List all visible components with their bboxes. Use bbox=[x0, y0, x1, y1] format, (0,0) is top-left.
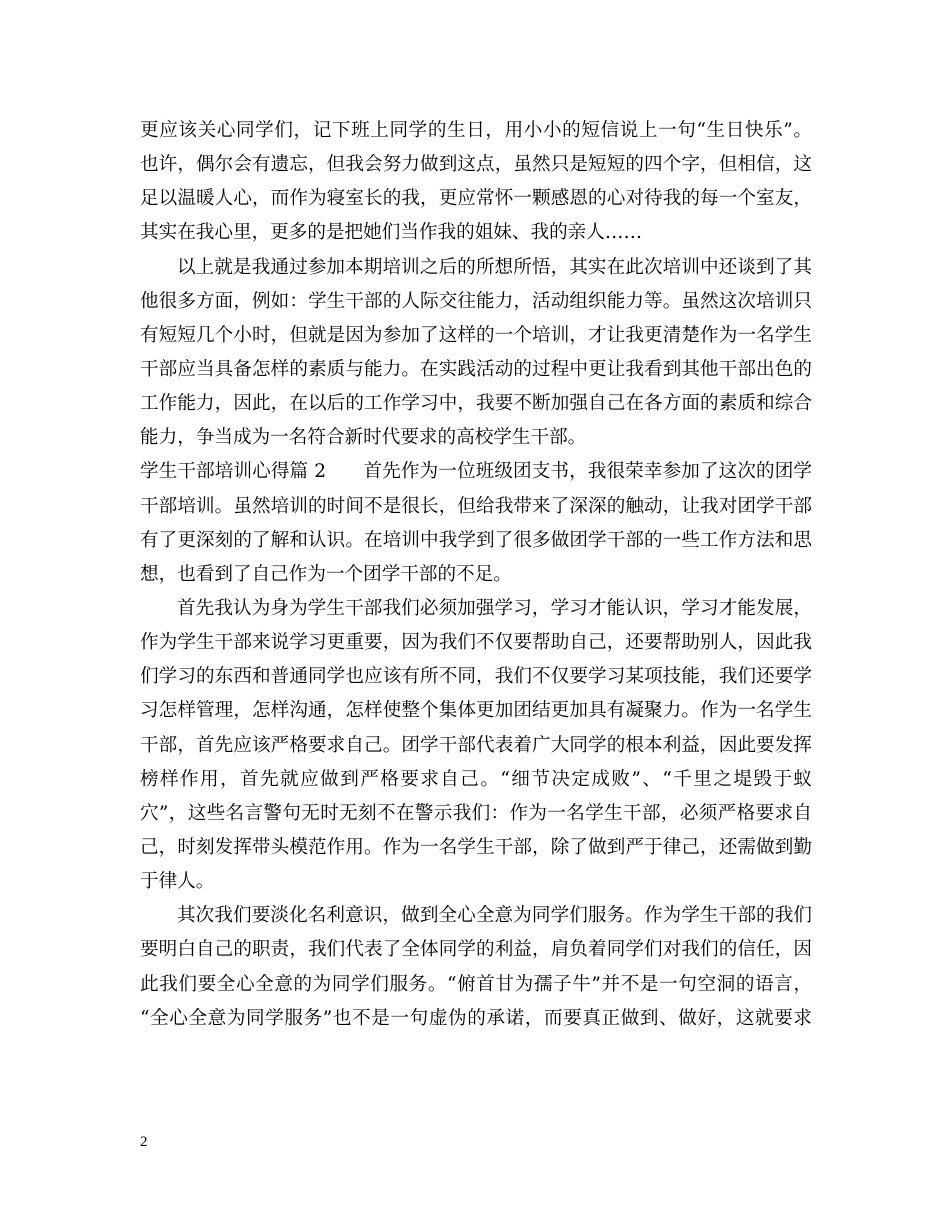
text-line: 榜样作用，首先就应做到严格要求自己。“细节决定成败”、“千里之堤毁于蚁 bbox=[140, 768, 812, 790]
text-line: 更应该关心同学们，记下班上同学的生日，用小小的短信说上一句“生日快乐”。 bbox=[140, 120, 812, 141]
text-line: 想，也看到了自己作为一个团学干部的不足。 bbox=[140, 563, 512, 585]
text-line: 足以温暖人心，而作为寝室长的我，更应常怀一颗感恩的心对待我的每一个室友， bbox=[140, 188, 812, 210]
text-line: “全心全意为同学服务”也不是一句虚伪的承诺，而要真正做到、做好，这就要求 bbox=[140, 1007, 812, 1029]
text-line: 作为学生干部来说学习更重要，因为我们不仅要帮助自己，还要帮助别人，因此我 bbox=[140, 632, 812, 654]
text-line: 有了更深刻的了解和认识。在培训中我学到了很多做团学干部的一些工作方法和思 bbox=[140, 529, 812, 551]
body-text bbox=[140, 114, 812, 1036]
text-line: 以上就是我通过参加本期培训之后的所想所悟，其实在此次培训中还谈到了其 bbox=[177, 256, 812, 278]
text-line: 们学习的东西和普通同学也应该有所不同，我们不仅要学习某项技能，我们还要学 bbox=[140, 666, 812, 688]
text-line: 干部应当具备怎样的素质与能力。在实践活动的过程中更让我看到其他干部出色的 bbox=[140, 358, 812, 380]
text-line: 他很多方面，例如：学生干部的人际交往能力，活动组织能力等。虽然这次培训只 bbox=[140, 290, 812, 312]
text-line: 于律人。 bbox=[140, 871, 215, 893]
text-line: 首先我认为身为学生干部我们必须加强学习，学习才能认识，学习才能发展， bbox=[177, 597, 812, 619]
text-line: 此我们要全心全意的为同学们服务。“俯首甘为孺子牛”并不是一句空洞的语言， bbox=[140, 973, 812, 995]
text-line: 干部培训。虽然培训的时间不是很长，但给我带来了深深的触动，让我对团学干部 bbox=[140, 495, 812, 517]
text-line: 穴”，这些名言警句无时无刻不在警示我们：作为一名学生干部，必须严格要求自 bbox=[140, 802, 812, 824]
text-line: 学生干部培训心得篇 2 首先作为一位班级团支书，我很荣幸参加了这次的团学 bbox=[140, 461, 812, 483]
text-line: 其次我们要淡化名利意识，做到全心全意为同学们服务。作为学生干部的我们 bbox=[177, 905, 812, 927]
text-line: 工作能力，因此，在以后的工作学习中，我要不断加强自己在各方面的素质和综合 bbox=[140, 393, 812, 415]
text-line: 也许，偶尔会有遗忘，但我会努力做到这点，虽然只是短短的四个字，但相信，这 bbox=[140, 154, 812, 176]
text-line: 干部，首先应该严格要求自己。团学干部代表着广大同学的根本利益，因此要发挥 bbox=[140, 734, 812, 756]
text-line: 有短短几个小时，但就是因为参加了这样的一个培训，才让我更清楚作为一名学生 bbox=[140, 324, 812, 346]
text-line: 其实在我心里，更多的是把她们当作我的姐妹、我的亲人…… bbox=[140, 222, 643, 244]
text-line: 要明白自己的职责，我们代表了全体同学的利益，肩负着同学们对我们的信任，因 bbox=[140, 939, 812, 961]
page-number: 2 bbox=[140, 1134, 148, 1150]
text-line: 能力，争当成为一名符合新时代要求的高校学生干部。 bbox=[140, 427, 587, 449]
text-line: 己，时刻发挥带头模范作用。作为一名学生干部，除了做到严于律己，还需做到勤 bbox=[140, 836, 812, 858]
text-line: 习怎样管理，怎样沟通，怎样使整个集体更加团结更加具有凝聚力。作为一名学生 bbox=[140, 700, 812, 722]
